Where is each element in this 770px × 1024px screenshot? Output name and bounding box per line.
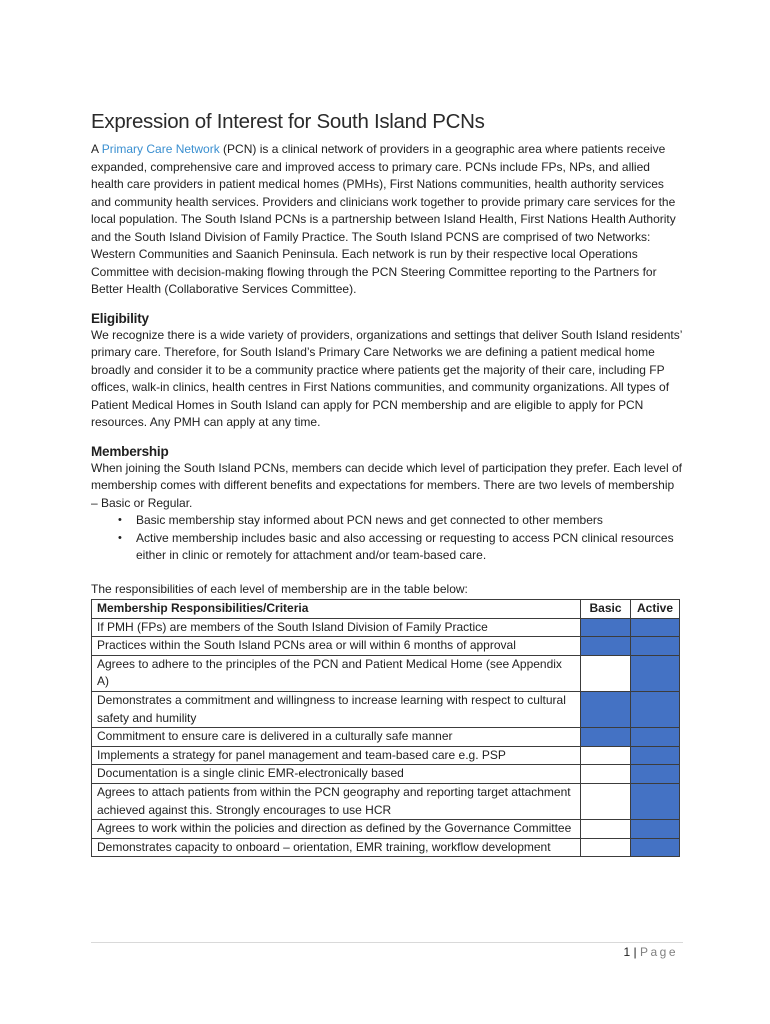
active-cell [631, 820, 680, 839]
membership-levels-list [91, 512, 683, 565]
basic-cell [581, 728, 631, 747]
criteria-cell: Agrees to attach patients from within the PCN geography and reporting target attachment achieved against this. Strongly encourages to use HCR [92, 783, 581, 819]
footer-separator: | [630, 945, 640, 959]
footer-divider [91, 942, 683, 943]
active-cell [631, 618, 680, 637]
criteria-header: Membership Responsibilities/Criteria [92, 600, 581, 619]
bullet-icon: • [118, 514, 122, 526]
table-intro: The responsibilities of each level of membership are in the table below: [91, 581, 468, 596]
table-header-row [92, 600, 680, 619]
page-number: 1 [623, 945, 631, 959]
primary-care-network-link[interactable]: Primary Care Network [101, 142, 220, 156]
intro-body: (PCN) is a clinical network of providers in a geographic area where patients receive expanded, comprehensive care and improved access to primary care. PCNs include FPs, NPs, and allied health care providers in patient medical homes (PMHs), First Nations communities, health authority services and community health services. Providers and clinicians work together to provide primary care services for the local population. The South Island PCNs is a partnership between Island Health, First Nations Health Authority and the South Island Division of Family Practice. The South Island PCNS are comprised of two Networks: Western Communities and Saanich Peninsula. Each network is run by their respective local Operations Committee with decision-making flowing through the PCN Steering Committee reporting to the Partners for Better Health (Collaborative Services Committee). [91, 142, 676, 296]
active-cell [631, 838, 680, 857]
eligibility-paragraph: We recognize there is a wide variety of providers, organizations and settings that deliver South Island residents’ primary care. Therefore, for South Island’s Primary Care Networks we are defining a patient medical home broadly and consider it to be a community practice where patients get the majority of their care, including FP offices, walk-in clinics, health centres in First Nations communities, and community organizations. All types of Patient Medical Homes in South Island can apply for PCN membership and are eligible to apply for PCN resources. Any PMH can apply at any time. [91, 327, 682, 429]
active-cell [631, 655, 680, 691]
basic-cell [581, 820, 631, 839]
table-body [92, 618, 680, 857]
active-cell [631, 637, 680, 656]
document-body [91, 110, 683, 857]
table-row [92, 691, 680, 727]
document-title: Expression of Interest for South Island PCNs [91, 110, 485, 133]
basic-cell [581, 637, 631, 656]
table-row [92, 655, 680, 691]
basic-cell [581, 746, 631, 765]
responsibilities-table [91, 599, 680, 857]
criteria-cell: Agrees to work within the policies and direction as defined by the Governance Committee [92, 820, 581, 839]
table-row [92, 838, 680, 857]
basic-cell [581, 765, 631, 784]
table-row [92, 637, 680, 656]
table-row [92, 765, 680, 784]
active-cell [631, 691, 680, 727]
criteria-cell: Demonstrates a commitment and willingness to increase learning with respect to cultural safety and humility [92, 691, 581, 727]
intro-paragraph [91, 141, 683, 299]
membership-paragraph: When joining the South Island PCNs, members can decide which level of participation they prefer. Each level of membership comes with different benefits and expectations for members. There are two levels of membership – Basic or Regular. [91, 460, 682, 510]
basic-cell [581, 838, 631, 857]
criteria-cell: Implements a strategy for panel management and team-based care e.g. PSP [92, 746, 581, 765]
membership-heading: Membership [91, 443, 169, 459]
page-footer [623, 945, 678, 959]
criteria-cell: Commitment to ensure care is delivered in a culturally safe manner [92, 728, 581, 747]
active-cell [631, 746, 680, 765]
criteria-cell: Practices within the South Island PCNs area or will within 6 months of approval [92, 637, 581, 656]
page-label: Page [639, 945, 678, 959]
active-cell [631, 728, 680, 747]
basic-cell [581, 618, 631, 637]
basic-cell [581, 691, 631, 727]
criteria-cell: Agrees to adhere to the principles of the PCN and Patient Medical Home (see Appendix A) [92, 655, 581, 691]
list-item [118, 512, 683, 530]
active-header: Active [631, 600, 680, 619]
criteria-cell: Documentation is a single clinic EMR-electronically based [92, 765, 581, 784]
list-item-text: Basic membership stay informed about PCN news and get connected to other members [136, 513, 603, 527]
list-item [118, 530, 683, 565]
table-row [92, 728, 680, 747]
intro-prefix: A [91, 142, 102, 156]
criteria-cell: If PMH (FPs) are members of the South Island Division of Family Practice [92, 618, 581, 637]
table-row [92, 746, 680, 765]
list-item-text: Active membership includes basic and also accessing or requesting to access PCN clinical resources either in clinic or remotely for attachment and/or team-based care. [136, 530, 674, 562]
active-cell [631, 783, 680, 819]
table-row [92, 783, 680, 819]
eligibility-heading: Eligibility [91, 310, 149, 326]
basic-cell [581, 655, 631, 691]
table-row [92, 618, 680, 637]
basic-cell [581, 783, 631, 819]
criteria-cell: Demonstrates capacity to onboard – orientation, EMR training, workflow development [92, 838, 581, 857]
active-cell [631, 765, 680, 784]
basic-header: Basic [581, 600, 631, 619]
table-row [92, 820, 680, 839]
bullet-icon: • [118, 531, 122, 544]
